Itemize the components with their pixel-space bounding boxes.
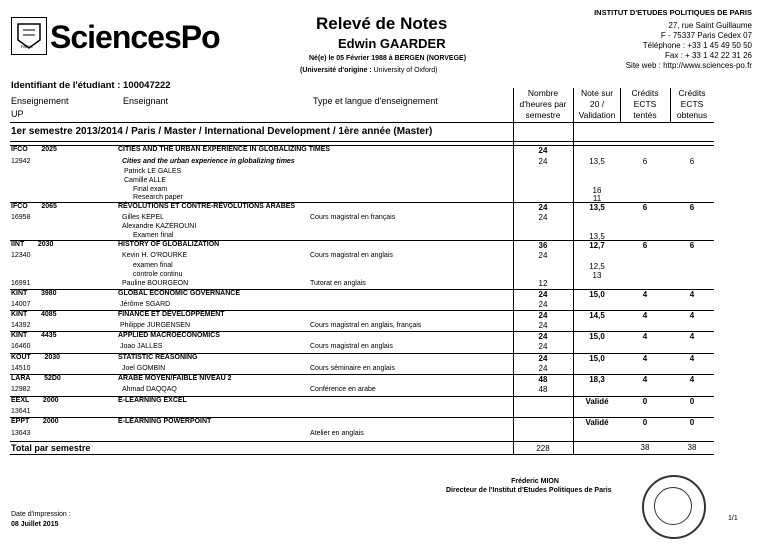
- teacher: Alexandre KAZEROUNI: [122, 223, 197, 230]
- institute-address1: 27, rue Saint Guillaume: [668, 21, 752, 30]
- course-title: GLOBAL ECONOMIC GOVERNANCE: [118, 290, 240, 297]
- exam: Research paper: [133, 194, 183, 201]
- exam-grade: 13,5: [589, 232, 605, 241]
- ects-obtenus: 0: [689, 418, 695, 427]
- course-grade: 15,0: [589, 290, 605, 299]
- teacher: Pauline BOURGEON: [122, 280, 189, 287]
- teacher: Gilles KEPEL: [122, 214, 165, 221]
- institute-name: INSTITUT D'ETUDES POLITIQUES DE PARIS: [594, 8, 752, 17]
- print-date: 08 Juillet 2015: [11, 521, 59, 528]
- num: 52D0: [44, 375, 61, 382]
- col-grade-l1: Note sur: [580, 88, 614, 98]
- num: 2025: [41, 146, 57, 153]
- course-code: [11, 311, 57, 318]
- course-title: APPLIED MACROECONOMICS: [118, 332, 220, 339]
- vline-ects1: [620, 88, 621, 122]
- code: IFCO: [11, 146, 28, 153]
- course-hours: 24: [538, 203, 548, 212]
- course-code: [11, 332, 57, 339]
- course-hours: 48: [538, 375, 548, 384]
- exam-grade: 11: [592, 194, 602, 203]
- vline-hours: [513, 88, 514, 454]
- code: EPPT: [11, 418, 30, 425]
- course-code: [11, 354, 60, 361]
- col-ects-o-l2: ECTS: [680, 99, 704, 109]
- num: 2065: [41, 203, 57, 210]
- course-code: [11, 203, 57, 210]
- course-type: Cours magistral en anglais, français: [310, 322, 422, 329]
- ects-tentes: 0: [642, 397, 648, 406]
- course-hours: 24: [538, 146, 548, 155]
- sub-title: Cities and the urban experience in globalizing times: [122, 158, 295, 165]
- course-type: Cours magistral en anglais: [310, 343, 393, 350]
- course-hours: 24: [538, 332, 548, 341]
- code: LARA: [11, 375, 31, 382]
- logo-text: SciencesPo: [50, 19, 220, 55]
- col-ects-t-l3: tentés: [633, 110, 657, 120]
- student-name: Edwin GAARDER: [338, 36, 446, 51]
- print-date-label: Date d'impression :: [11, 511, 71, 518]
- sub-id: 14007: [11, 301, 31, 308]
- sub-hours: 24: [538, 157, 548, 166]
- col-grade: [574, 88, 620, 121]
- exam-grade: 12,5: [589, 262, 605, 271]
- sub-hours: 24: [538, 342, 548, 351]
- sub-id: 12340: [11, 252, 31, 259]
- sciencespo-logo-emblem: [11, 17, 47, 55]
- ects-tentes: 6: [642, 203, 648, 212]
- sub-hours: 24: [538, 251, 548, 260]
- ects-tentes: 0: [642, 418, 648, 427]
- col-ects-t-l1: Crédits: [631, 88, 659, 98]
- sub-id: 16991: [11, 280, 31, 287]
- exam-grade: 16: [592, 186, 602, 195]
- col-type: Type et langue d'enseignement: [313, 96, 438, 106]
- col-grade-l2: 20 /: [589, 99, 605, 109]
- sub-id: 12982: [11, 386, 31, 393]
- col-ects-o-l1: Crédits: [678, 88, 706, 98]
- num: 2000: [42, 418, 59, 425]
- course-title: RÉVOLUTIONS ET CONTRE-RÉVOLUTIONS ARABES: [118, 203, 296, 210]
- code: KOUT: [11, 354, 31, 361]
- ects-obtenus: 4: [689, 375, 695, 384]
- num: 2000: [42, 397, 59, 404]
- logo-paris: PARIS: [21, 44, 33, 49]
- teacher: Kevin H. O'ROURKE: [122, 252, 188, 259]
- col-hours-l1: Nombre: [527, 88, 559, 98]
- ects-tentes: 6: [642, 241, 648, 250]
- origin-label: (Université d'origine :: [300, 67, 374, 74]
- sub-id: 12942: [11, 158, 31, 165]
- course-title: FINANCE ET DÉVELOPPEMENT: [118, 311, 225, 318]
- totals-bottom-rule: [10, 454, 714, 455]
- num: 3980: [40, 290, 57, 297]
- sub-hours: 12: [538, 279, 548, 288]
- col-grade-l3: Validation: [578, 110, 616, 120]
- course-title: E-LEARNING POWERPOINT: [118, 418, 212, 425]
- ects-obtenus: 0: [689, 397, 695, 406]
- course-type: Cours magistral en anglais: [310, 252, 393, 259]
- course-code: [11, 241, 53, 248]
- totals-rule: [10, 441, 714, 442]
- course-title: E-LEARNING EXCEL: [118, 397, 187, 404]
- course-code: [11, 146, 57, 153]
- totals-ects-obtenus: 38: [687, 443, 697, 452]
- exam: Examen final: [133, 232, 174, 239]
- course-type: Atelier en anglais: [310, 430, 364, 437]
- signatory-role: Directeur de l'Institut d'Etudes Politiques de Paris: [446, 487, 612, 494]
- signatory-name: Fréderic MION: [511, 478, 559, 485]
- page-title: Relevé de Notes: [316, 14, 448, 33]
- teacher: Philippe JURGENSEN: [120, 322, 191, 329]
- course-hours: 24: [538, 290, 548, 299]
- ects-tentes: 4: [642, 311, 648, 320]
- teacher: Patrick LE GALES: [124, 168, 182, 175]
- course-title: STATISTIC REASONING: [118, 354, 198, 361]
- col-ects-o-l3: obtenus: [676, 110, 708, 120]
- origin-value: University of Oxford): [373, 67, 438, 74]
- course-grade: Validé: [585, 397, 609, 406]
- ects-obtenus: 4: [689, 311, 695, 320]
- course-grade: 14,5: [589, 311, 605, 320]
- sub-id: 14510: [11, 365, 31, 372]
- exam: Final exam: [133, 186, 168, 193]
- num: 4085: [40, 311, 57, 318]
- course-type: Cours séminaire en anglais: [310, 365, 395, 372]
- course-hours: 24: [538, 311, 548, 320]
- ects-obtenus: 4: [689, 332, 695, 341]
- sub-hours: 24: [538, 213, 548, 222]
- exam: controle continu: [133, 271, 183, 278]
- teacher: Joel GOMBIN: [122, 365, 166, 372]
- ects-obtenus: 6: [689, 157, 695, 166]
- course-title: ARABE MOYEN/FAIBLE NIVEAU 2: [118, 375, 232, 382]
- num: 2030: [37, 241, 54, 248]
- code: EEXL: [11, 397, 30, 404]
- table-top-rule: [10, 122, 714, 123]
- ects-obtenus: 4: [689, 354, 695, 363]
- col-enseignement: Enseignement: [11, 96, 69, 106]
- birth-info: Né(e) le 05 Février 1988 à BERGEN (NORVEGE): [309, 55, 467, 62]
- sub-hours: 24: [538, 321, 548, 330]
- institute-fax: Fax : + 33 1 42 22 31 26: [665, 51, 752, 60]
- col-ects-t-l2: ECTS: [633, 99, 657, 109]
- semester-heading: 1er semestre 2013/2014 / Paris / Master / International Development / 1ère année (Master): [11, 126, 433, 137]
- semester-rule: [10, 141, 714, 142]
- col-up: UP: [11, 109, 24, 119]
- exam-grade: 13: [592, 271, 602, 280]
- course-grade: Validé: [585, 418, 609, 427]
- teacher: Ahmad DAQQAQ: [122, 386, 177, 393]
- sub-id: 16460: [11, 343, 31, 350]
- num: 2030: [44, 354, 61, 361]
- sub-hours: 24: [538, 300, 548, 309]
- sub-id: 13643: [11, 430, 31, 437]
- course-code: [11, 375, 61, 382]
- totals-hours: 228: [536, 444, 550, 453]
- course-type: Cours magistral en français: [310, 214, 396, 221]
- course-title: HISTORY OF GLOBALIZATION: [118, 241, 220, 248]
- course-code: [11, 418, 59, 425]
- sub-hours: 48: [538, 385, 548, 394]
- code: KINT: [11, 290, 28, 297]
- code: IFCO: [11, 203, 28, 210]
- course-type: Conférence en arabe: [310, 386, 376, 393]
- teacher: Jérôme SGARD: [120, 301, 171, 308]
- col-ects-obtenus: [670, 88, 714, 121]
- sub-id: 14392: [11, 322, 31, 329]
- ects-tentes: 4: [642, 332, 648, 341]
- ects-tentes: 4: [642, 375, 648, 384]
- official-stamp-icon: [642, 475, 706, 539]
- course-code: [11, 397, 59, 404]
- student-id: Identifiant de l'étudiant : 100047222: [11, 80, 171, 91]
- institute-phone: Téléphone : +33 1 45 49 50 50: [642, 41, 752, 50]
- exam: examen final: [133, 262, 173, 269]
- code: KINT: [11, 311, 28, 318]
- page-number: 1/1: [728, 515, 738, 522]
- ects-tentes: 4: [642, 354, 648, 363]
- course-grade: 15,0: [589, 332, 605, 341]
- totals-label: Total par semestre: [11, 443, 91, 453]
- teacher: Camille ALLE: [124, 177, 167, 184]
- course-title: CITIES AND THE URBAN EXPERIENCE IN GLOBALIZING TIMES: [118, 146, 331, 153]
- teacher: Joao JALLES: [120, 343, 163, 350]
- vline-ects2: [670, 88, 671, 122]
- sub-hours: 24: [538, 364, 548, 373]
- ects-obtenus: 4: [689, 290, 695, 299]
- course-grade: 12,7: [589, 241, 605, 250]
- course-grade: 18,3: [589, 375, 605, 384]
- course-type: Tutorat en anglais: [310, 280, 366, 287]
- ects-obtenus: 6: [689, 241, 695, 250]
- origin-university: [300, 67, 437, 74]
- totals-ects-tentes: 38: [640, 443, 650, 452]
- institute-web: Site web : http://www.sciences-po.fr: [625, 61, 752, 70]
- course-hours: 24: [538, 354, 548, 363]
- course-hours: 36: [538, 241, 548, 250]
- sub-id: 13641: [11, 408, 31, 415]
- course-code: [11, 290, 57, 297]
- ects-tentes: 4: [642, 290, 648, 299]
- col-enseignant: Enseignant: [123, 96, 169, 106]
- sub-grade: 13,5: [589, 157, 605, 166]
- ects-tentes: 6: [642, 157, 648, 166]
- course-grade: 15,0: [589, 354, 605, 363]
- col-hours: [514, 88, 572, 121]
- code: KINT: [11, 332, 28, 339]
- course-grade: 13,5: [589, 203, 605, 212]
- col-hours-l2: d'heures par: [519, 99, 567, 109]
- num: 4435: [40, 332, 57, 339]
- col-ects-tentes: [620, 88, 670, 121]
- ects-obtenus: 6: [689, 203, 695, 212]
- col-hours-l3: semestre: [525, 110, 561, 120]
- sub-id: 16958: [11, 214, 31, 221]
- row-rule: [10, 145, 714, 146]
- institute-address2: F - 75337 Paris Cedex 07: [660, 31, 752, 40]
- code: IINT: [11, 241, 25, 248]
